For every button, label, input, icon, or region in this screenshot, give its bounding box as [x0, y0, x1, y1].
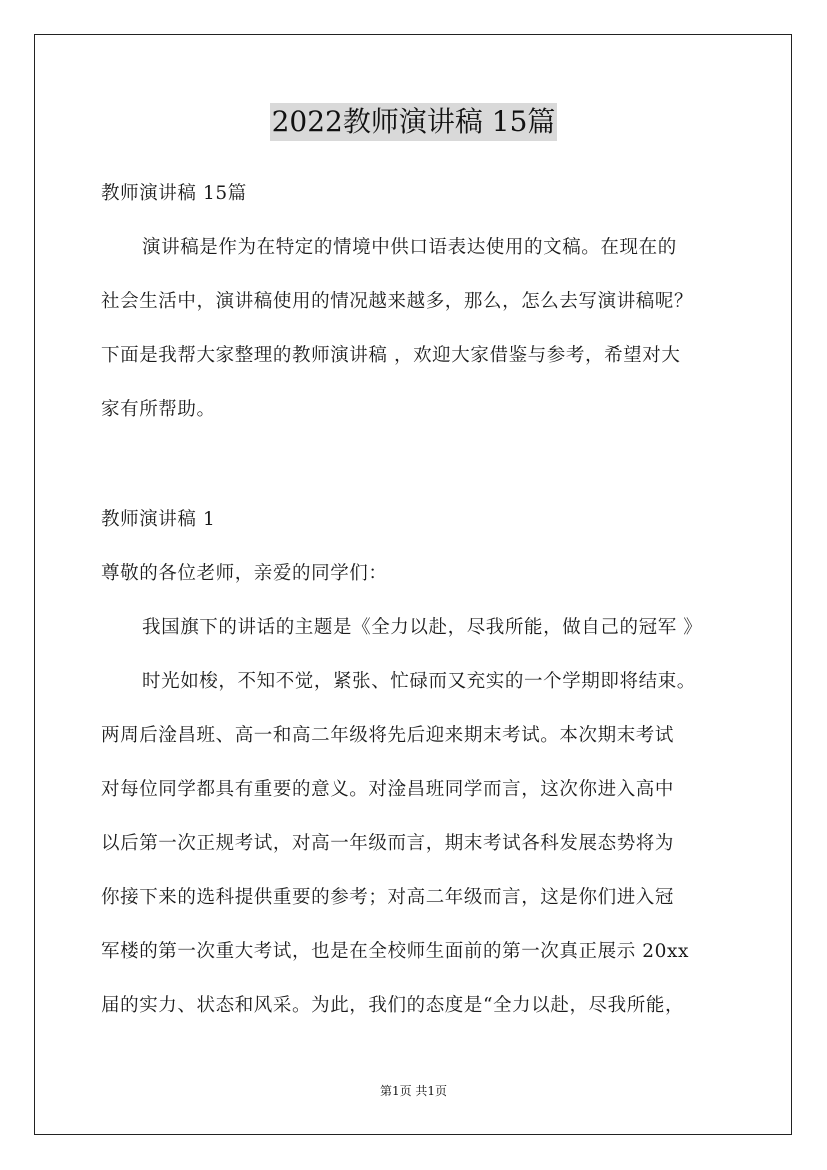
body-line-1: 时光如梭，不知不觉，紧张、忙碌而又充实的一个学期即将结束。	[142, 671, 696, 692]
body-line-2: 两周后淦昌班、高一和高二年级将先后迎来期末考试。本次期末考试	[101, 725, 675, 746]
intro-line-4: 家有所帮助。	[101, 399, 216, 420]
body-line-4: 以后第一次正规考试，对高一年级而言，期末考试各科发展态势将为	[101, 833, 675, 854]
title-container	[0, 103, 827, 141]
body-line-6: 军楼的第一次重大考试，也是在全校师生面前的第一次真正展示 20xx	[101, 941, 690, 962]
document-subtitle: 教师演讲稿 15篇	[101, 183, 247, 204]
body-line-3: 对每位同学都具有重要的意义。对淦昌班同学而言，这次你进入高中	[101, 779, 675, 800]
section-heading: 教师演讲稿 1	[101, 509, 216, 530]
body-line-7: 届的实力、状态和风采。为此，我们的态度是“全力以赴，尽我所能，	[101, 995, 685, 1016]
body-line-5: 你接下来的选科提供重要的参考；对高二年级而言，这是你们进入冠	[101, 887, 675, 908]
document-title: 2022教师演讲稿 15篇	[270, 103, 558, 141]
theme-line: 我国旗下的讲话的主题是《全力以赴，尽我所能，做自己的冠军 》	[142, 617, 703, 638]
page-footer: 第1页 共1页	[379, 1084, 448, 1098]
intro-line-1: 演讲稿是作为在特定的情境中供口语表达使用的文稿。在现在的	[142, 237, 677, 258]
intro-line-2: 社会生活中，演讲稿使用的情况越来越多，那么，怎么去写演讲稿呢？	[101, 291, 694, 312]
salutation: 尊敬的各位老师，亲爱的同学们：	[101, 563, 388, 584]
intro-line-3: 下面是我帮大家整理的教师演讲稿 ，欢迎大家借鉴与参考，希望对大	[101, 345, 681, 366]
